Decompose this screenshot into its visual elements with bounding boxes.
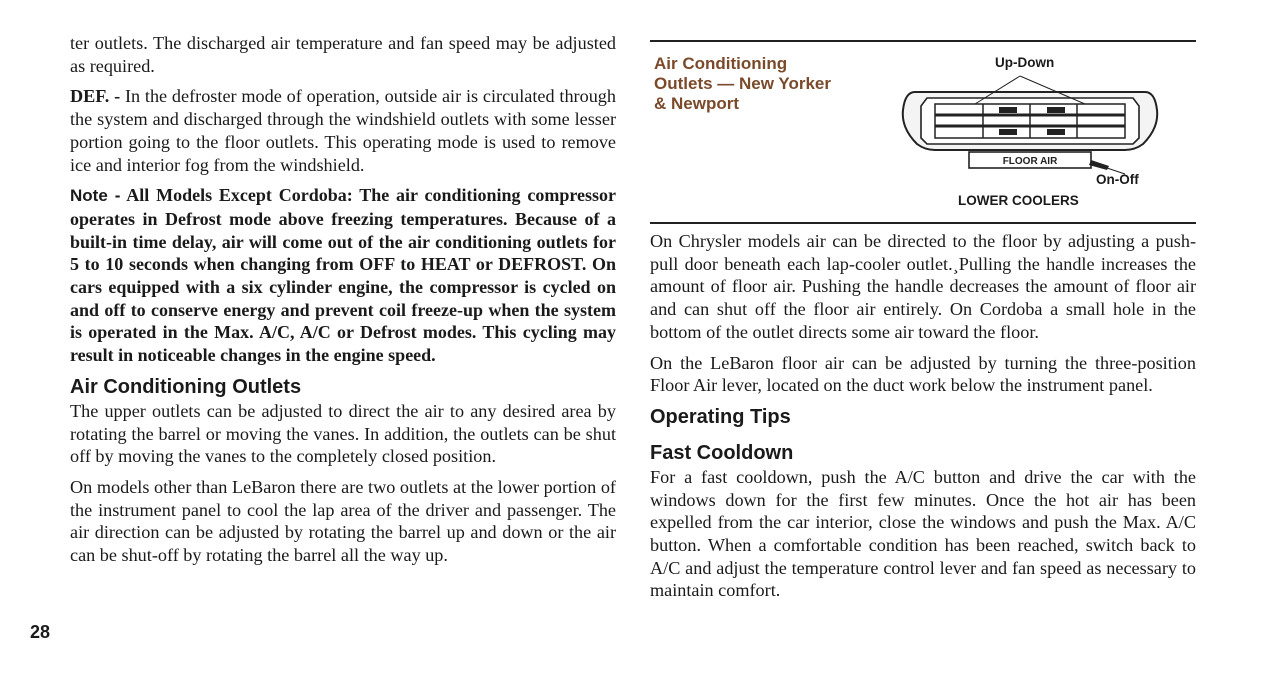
heading-operating-tips: Operating Tips <box>650 405 791 428</box>
def-text: In the defroster mode of operation, outside air is circulated through the system and discharged through the windshield outlets with some lesser portion going to the floor outlets. This operating mode is used to remove ice and interior fog from the windshield. <box>70 86 616 175</box>
paragraph-continued: ter outlets. The discharged air temperature and fan speed may be adjusted as required. <box>70 33 616 76</box>
paragraph-chrysler-floor-air: On Chrysler models air can be directed to the floor by adjusting a push-pull door beneath each lap-cooler outlet.¸Pulling the handle increases the amount of floor air. Pushing the handle decreases the amount of floor air and can shut off the floor air entirely. On Cordoba a small hole in the bottom of the outlet directs some air toward the floor. <box>650 231 1196 342</box>
figure-title-line3: & Newport <box>654 94 739 113</box>
lower-cooler-outlet-illustration <box>895 70 1165 180</box>
page-number: 28 <box>30 622 51 642</box>
floor-air-label: FLOOR AIR <box>1002 156 1058 167</box>
paragraph-note <box>70 184 616 367</box>
heading-air-conditioning-outlets: Air Conditioning Outlets <box>70 375 302 398</box>
paragraph-lebaron-floor-air: On the LeBaron floor air can be adjusted by turning the three-position Floor Air lever, located on the duct work below the instrument panel. <box>650 352 1196 396</box>
left-column <box>70 32 616 575</box>
paragraph-upper-outlets: The upper outlets can be adjusted to direct the air to any desired area by rotating the barrel or moving the vanes. In addition, the outlets can be shut off by moving the vanes to the completely closed position. <box>70 400 616 467</box>
figure-caption: LOWER COOLERS <box>958 193 1079 208</box>
heading-fast-cooldown: Fast Cooldown <box>650 441 794 464</box>
figure-title <box>654 54 831 114</box>
figure-lower-coolers <box>650 40 1196 224</box>
paragraph-def <box>70 85 616 176</box>
paragraph-lower-outlets: On models other than LeBaron there are two outlets at the lower portion of the instrument panel to cool the lap area of the driver and passenger. The air direction can be adjusted by rotating the barrel up and down or the air can be shut-off by rotating the barrel all the way up. <box>70 476 616 566</box>
figure-title-line1: Air Conditioning <box>654 54 788 73</box>
right-column <box>650 230 1196 610</box>
note-lead: Note - <box>70 186 121 206</box>
label-up-down: Up-Down <box>995 55 1055 70</box>
label-on-off: On-Off <box>1096 172 1139 187</box>
figure-title-line2: Outlets — New Yorker <box>654 74 831 93</box>
note-text: All Models Except Cordoba: The air conditioning compressor operates in Defrost mode above freezing temperatures. Because of a built-in time delay, air will come out of the air conditioning outlets for 5 to 10 seconds when changing from OFF to HEAT or DEFROST. On cars equipped with a six cylinder engine, the compressor is cycled on and off to conserve energy and prevent coil freeze-up when the system is operated in the Max. A/C, A/C or Defrost modes. This cycling may result in noticeable changes in the engine speed. <box>70 185 616 366</box>
paragraph-fast-cooldown: For a fast cooldown, push the A/C button and drive the car with the windows down for the first few minutes. Once the hot air has been expelled from the car interior, close the windows and push the Max. A/C button. When a comfortable condition has been reached, switch back to A/C and adjust the temperature control lever and fan speed as necessary to maintain comfort. <box>650 466 1196 601</box>
def-lead: DEF. - <box>70 86 121 107</box>
